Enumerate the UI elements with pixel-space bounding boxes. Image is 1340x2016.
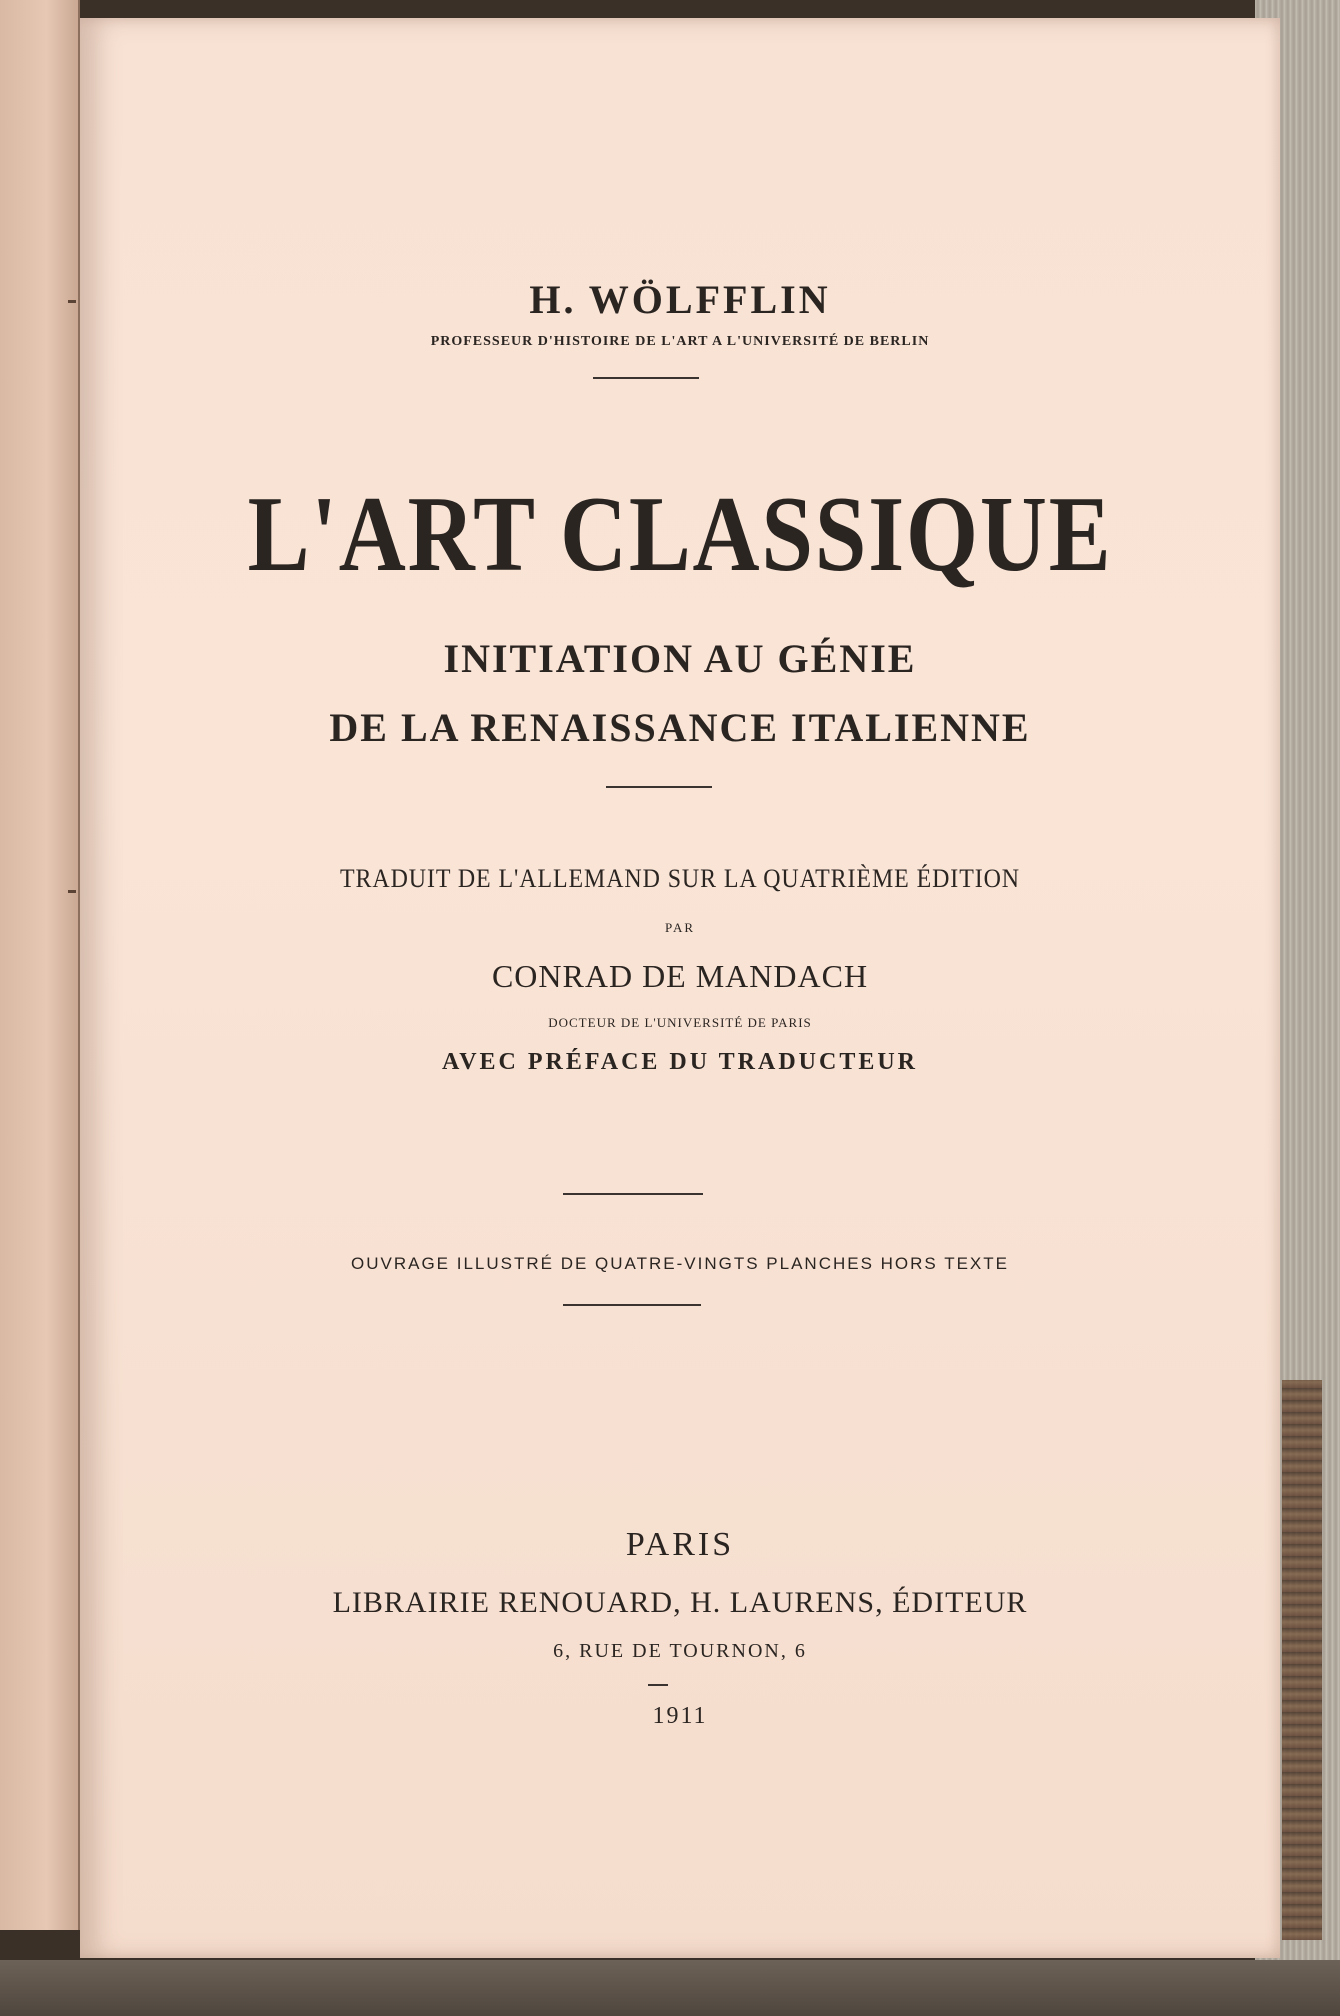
translation-note: TRADUIT DE L'ALLEMAND SUR LA QUATRIÈME ÉDITION bbox=[339, 864, 1020, 893]
author: H. WÖLFFLIN bbox=[529, 277, 831, 322]
small-rule bbox=[648, 1684, 668, 1686]
subtitle-line-2: DE LA RENAISSANCE ITALIENNE bbox=[329, 705, 1031, 750]
book-title: L'ART CLASSIQUE bbox=[247, 475, 1113, 594]
title-page bbox=[80, 18, 1280, 1958]
binding-thread bbox=[68, 300, 76, 303]
publication-city: PARIS bbox=[625, 1526, 735, 1563]
book-cloth-bottom bbox=[0, 1960, 1340, 2016]
author-title: PROFESSEUR D'HISTOIRE DE L'ART A L'UNIVERSITÉ DE BERLIN bbox=[430, 334, 930, 349]
divider-rule bbox=[606, 786, 712, 788]
illustration-note: OUVRAGE ILLUSTRÉ DE QUATRE-VINGTS PLANCHES HORS TEXTE bbox=[351, 1254, 1009, 1273]
divider-rule bbox=[563, 1304, 701, 1306]
par-label: PAR bbox=[664, 920, 696, 935]
publisher-address: 6, RUE DE TOURNON, 6 bbox=[553, 1640, 807, 1662]
marbled-edge bbox=[1282, 1380, 1322, 1940]
translator-name: CONRAD DE MANDACH bbox=[491, 958, 869, 994]
divider-rule bbox=[563, 1193, 703, 1195]
publication-year: 1911 bbox=[652, 1703, 708, 1729]
publisher: LIBRAIRIE RENOUARD, H. LAURENS, ÉDITEUR bbox=[332, 1586, 1028, 1619]
divider-rule bbox=[593, 377, 699, 379]
translator-title: DOCTEUR DE L'UNIVERSITÉ DE PARIS bbox=[548, 1015, 812, 1030]
preface-note: AVEC PRÉFACE DU TRADUCTEUR bbox=[441, 1049, 919, 1075]
subtitle-line-1: INITIATION AU GÉNIE bbox=[443, 636, 917, 681]
left-page bbox=[0, 0, 80, 1930]
binding-thread bbox=[68, 890, 76, 893]
